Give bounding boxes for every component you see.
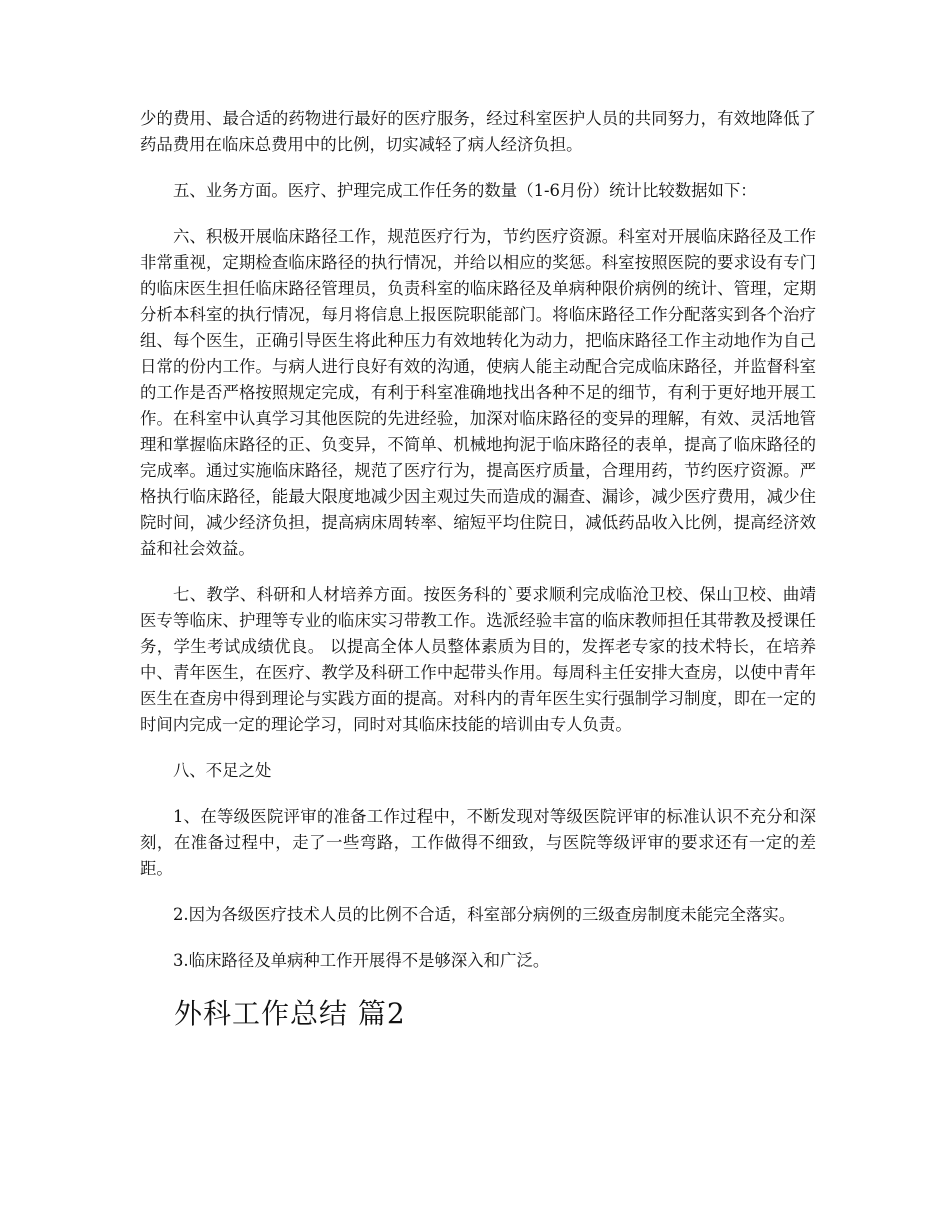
paragraph-section-7: 七、教学、科研和人材培养方面。按医务科的`要求顺利完成临沧卫校、保山卫校、曲靖医专等临床、护理等专业的临床实习带教工作。选派经验丰富的临床教师担任其带教及授课任务，学生考试成绩优良。 以提高全体人员整体素质为目的，发挥老专家的技术特长，在培养中、青年医生，在医疗、教学及科研工作中起带头作用。每周科主任安排大查房，以使中青年医生在查房中得到理论与实践方面的提高。对科内的青年医生实行强制学习制度，即在一定的时间内完成一定的理论学习，同时对其临床技能的培训由专人负责。: [140, 585, 816, 734]
paragraph-shortcoming-1: 1、在等级医院评审的准备工作过程中，不断发现对等级医院评审的标准认识不充分和深刻，在准备过程中，走了一些弯路，工作做得不细致，与医院等级评审的要求还有一定的差距。: [140, 807, 816, 878]
paragraph-continuation: 少的费用、最合适的药物进行最好的医疗服务，经过科室医护人员的共同努力，有效地降低了药品费用在临床总费用中的比例，切实减轻了病人经济负担。: [140, 109, 816, 154]
paragraph-section-5: 五、业务方面。医疗、护理完成工作任务的数量（1-6月份）统计比较数据如下：: [173, 181, 757, 200]
paragraph-shortcoming-2: 2.因为各级医疗技术人员的比例不合适，科室部分病例的三级查房制度未能完全落实。: [173, 905, 796, 924]
paragraph-section-8-title: 八、不足之处: [173, 761, 272, 780]
section-heading: 外科工作总结 篇2: [174, 997, 406, 1030]
paragraph-section-6: 六、积极开展临床路径工作，规范医疗行为，节约医疗资源。科室对开展临床路径及工作非常重视，定期检查临床路径的执行情况，并给以相应的奖惩。科室按照医院的要求设有专门的临床医生担任临床路径管理员，负责科室的临床路径及单病种限价病例的统计、管理，定期分析本科室的执行情况，每月将信息上报医院职能部门。将临床路径工作分配落实到各个治疗组、每个医生，正确引导医生将此种压力有效地转化为动力，把临床路径工作主动地作为自己日常的份内工作。与病人进行良好有效的沟通，使病人能主动配合完成临床路径，并监督科室的工作是否严格按照规定完成，有利于科室准确地找出各种不足的细节，有利于更好地开展工作。在科室中认真学习其他医院的先进经验，加深对临床路径的变异的理解，有效、灵活地管理和掌握临床路径的正、负变异，不简单、机械地拘泥于临床路径的表单，提高了临床路径的完成率。通过实施临床路径，规范了医疗行为，提高医疗质量，合理用药，节约医疗资源。严格执行临床路径，能最大限度地减少因主观过失而造成的漏查、漏诊，减少医疗费用，减少住院时间，减少经济负担，提高病床周转率、缩短平均住院日，减低药品收入比例，提高经济效益和社会效益。: [140, 227, 816, 558]
document-page: [140, 106, 816, 1034]
paragraph-shortcoming-3: 3.临床路径及单病种工作开展得不是够深入和广泛。: [173, 951, 550, 970]
